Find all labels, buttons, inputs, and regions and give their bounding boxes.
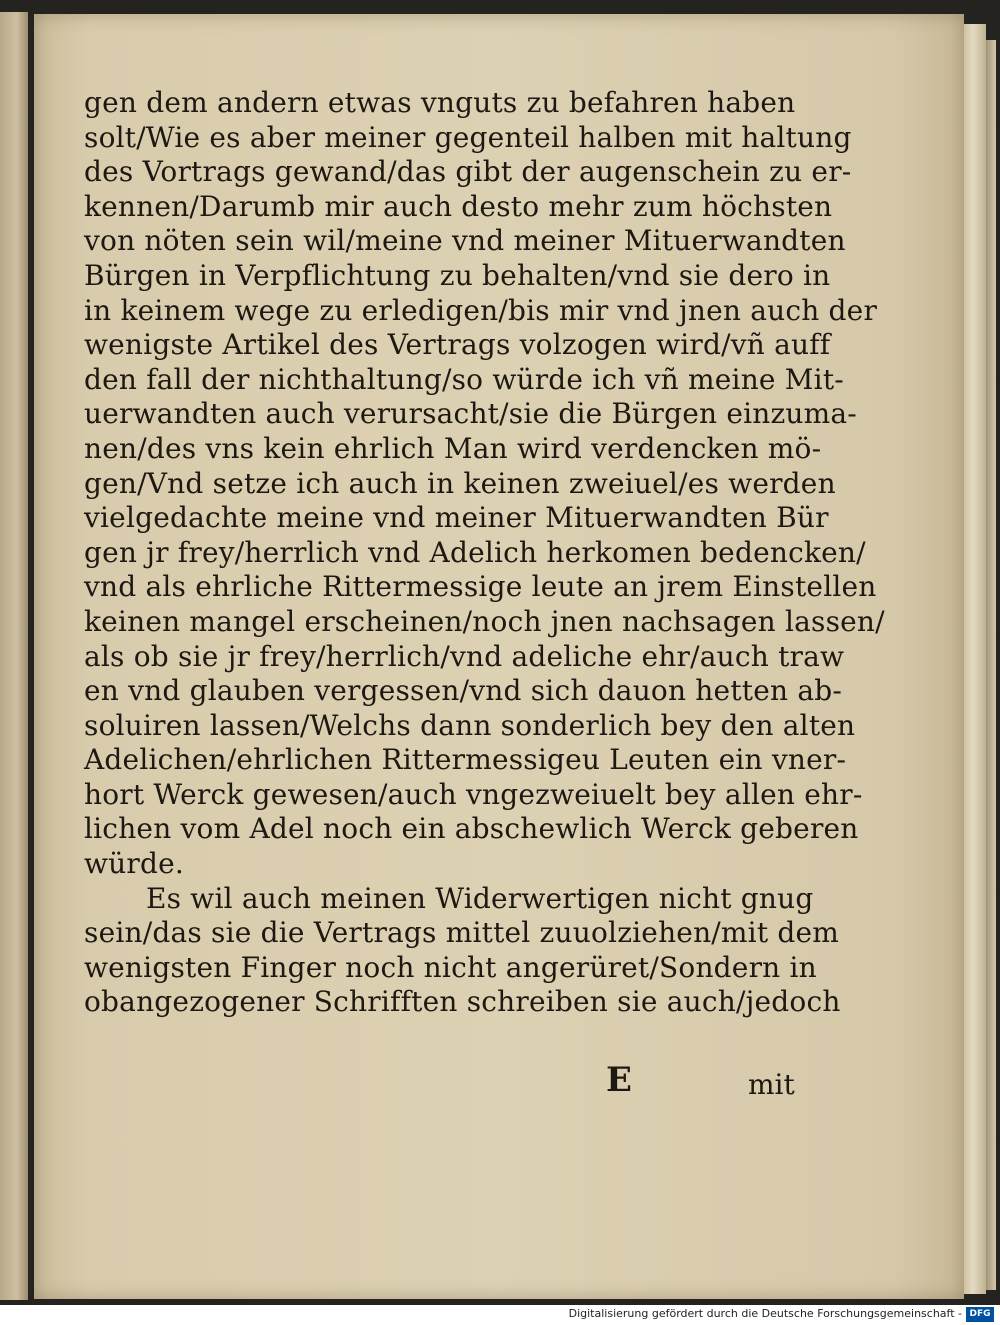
text-line: sein/das sie die Vertrags mittel zuuolziehen/mit dem <box>84 916 840 950</box>
text-line: hort Werck gewesen/auch vngezweiuelt bey allen ehr- <box>84 777 863 811</box>
page-stack-edge <box>964 24 986 1294</box>
text-line: des Vortrags gewand/das gibt der augenschein zu er- <box>84 155 852 189</box>
text-line: in keinem wege zu erledigen/bis mir vnd jnen auch der <box>84 293 878 327</box>
text-line: uerwandten auch verursacht/sie die Bürgen einzuma- <box>84 397 857 431</box>
page-stack-shadow <box>986 40 996 1290</box>
text-line: nen/des vns kein ehrlich Man wird verdencken mö- <box>84 431 822 465</box>
text-line: vielgedachte meine vnd meiner Mituerwandten Bür <box>84 501 829 535</box>
text-line: gen/Vnd setze ich auch in keinen zweiuel/es werden <box>84 466 836 500</box>
text-line: keinen mangel erscheinen/noch jnen nachsagen lassen/ <box>84 604 885 638</box>
text-line: Adelichen/ehrlichen Rittermessigeu Leuten ein vner- <box>84 743 847 777</box>
dfg-logo: DFG <box>966 1307 994 1322</box>
text-line: kennen/Darumb mir auch desto mehr zum höchsten <box>84 189 833 223</box>
text-line: gen dem andern etwas vnguts zu befahren haben <box>84 86 796 119</box>
facing-page-edge <box>0 12 28 1300</box>
text-line: wenigsten Finger noch nicht angerüret/Sondern in <box>84 950 817 984</box>
text-line: soluiren lassen/Welchs dann sonderlich bey den alten <box>84 708 856 742</box>
catchword: mit <box>748 1068 795 1101</box>
text-line: lichen vom Adel noch ein abschewlich Werck geberen <box>84 812 859 846</box>
text-line: vnd als ehrliche Rittermessige leute an jrem Einstellen <box>84 570 877 604</box>
text-line: solt/Wie es aber meiner gegenteil halben mit haltung <box>84 120 852 154</box>
signature-mark: E <box>606 1060 632 1100</box>
text-line: als ob sie jr frey/herrlich/vnd adeliche ehr/auch traw <box>84 639 845 673</box>
body-text <box>84 86 885 1020</box>
text-line: gen jr frey/herrlich vnd Adelich herkomen bedencken/ <box>84 535 866 569</box>
digitization-credit: Digitalisierung gefördert durch die Deutsche Forschungsgemeinschaft - <box>568 1307 962 1320</box>
text-line: von nöten sein wil/meine vnd meiner Mituerwandten <box>84 224 846 258</box>
text-line: den fall der nichthaltung/so würde ich vñ meine Mit- <box>84 362 844 396</box>
text-line: Bürgen in Verpflichtung zu behalten/vnd sie dero in <box>84 258 831 292</box>
paragraph-start-line: Es wil auch meinen Widerwertigen nicht gnug <box>146 881 814 915</box>
text-line: en vnd glauben vergessen/vnd sich dauon hetten ab- <box>84 674 843 708</box>
text-line: obangezogener Schrifften schreiben sie auch/jedoch <box>84 985 841 1019</box>
text-line: würde. <box>84 847 184 881</box>
text-line: wenigste Artikel des Vertrags volzogen wird/vñ auff <box>84 328 831 362</box>
